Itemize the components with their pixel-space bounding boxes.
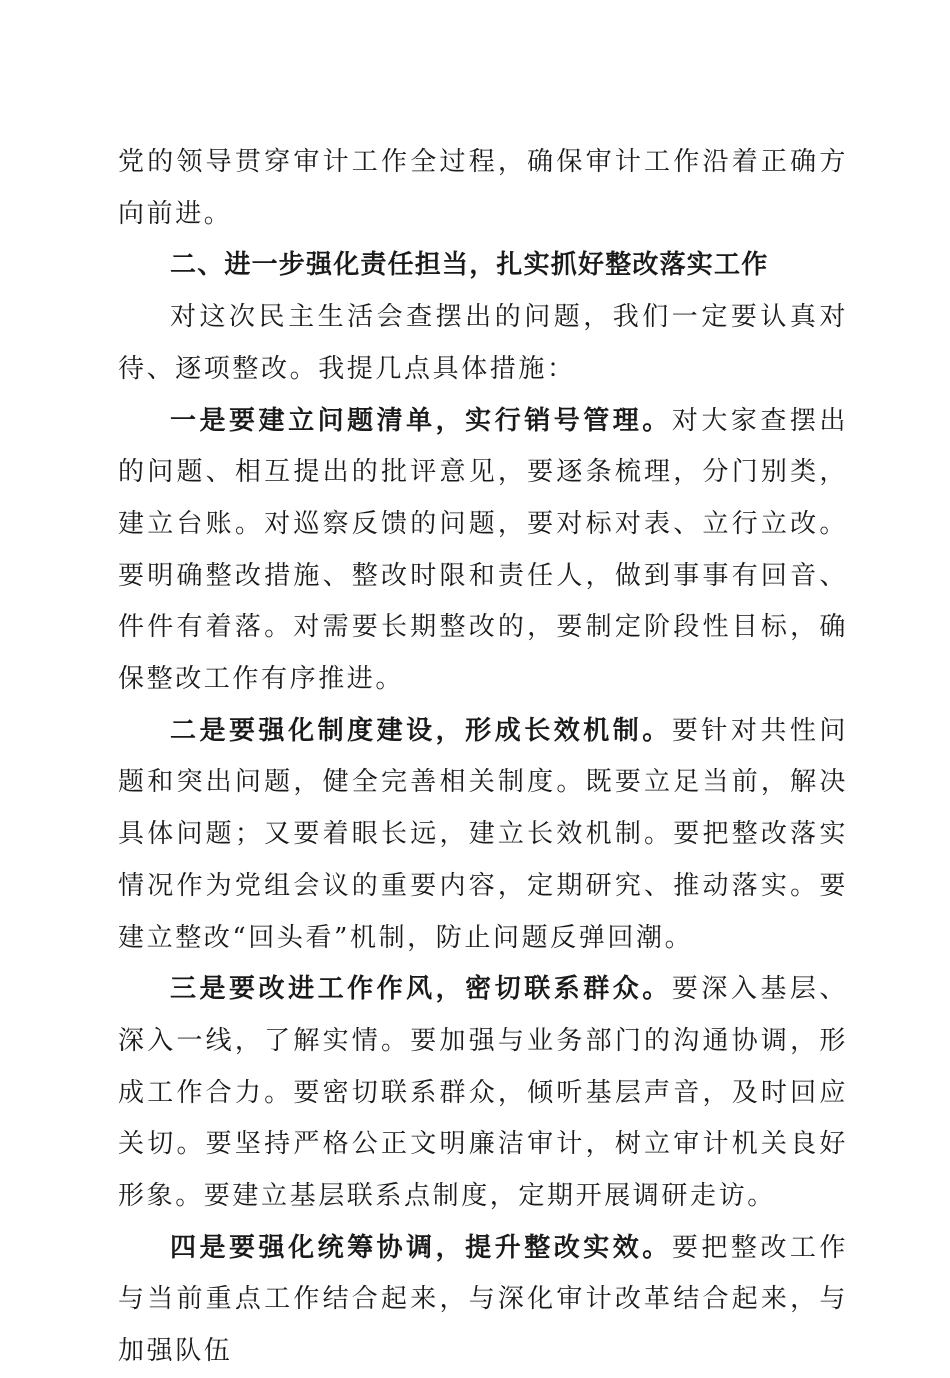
measure-lead: 四是要强化统筹协调，提升整改实效。: [170, 1232, 672, 1263]
measure-text: 对大家查摆出的问题、相互提出的批评意见，要逐条梳理，分门别类，建立台账。对巡察反馈的问题，要对标对表、立行立改。要明确整改措施、整改时限和责任人，做到事事有回音、件件有着落。对需要长期整改的，要制定阶段性目标，确保整改工作有序推进。: [118, 405, 849, 695]
document-body: [118, 137, 848, 1378]
paragraph-text: 党的领导贯穿审计工作全过程，确保审计工作沿着正确方向前进。: [118, 147, 848, 229]
heading-text: 二、进一步强化责任担当，扎实抓好整改落实工作: [170, 250, 769, 281]
measure-paragraph-2: [118, 706, 848, 965]
measure-lead: 一是要建立问题清单，实行销号管理。: [170, 405, 672, 436]
measure-paragraph-4: [118, 1223, 848, 1378]
measure-text: 要深入基层、深入一线，了解实情。要加强与业务部门的沟通协调，形成工作合力。要密切联系群众，倾听基层声音，及时回应关切。要坚持严格公正文明廉洁审计，树立审计机关良好形象。要建立基层联系点制度，定期开展调研走访。: [118, 974, 849, 1212]
measure-paragraph-3: [118, 964, 848, 1223]
measure-lead: 二是要强化制度建设，形成长效机制。: [170, 715, 672, 746]
measure-text: 要把整改工作与当前重点工作结合起来，与深化审计改革结合起来，与加强队伍: [118, 1232, 849, 1367]
measure-text: 要针对共性问题和突出问题，健全完善相关制度。既要立足当前，解决具体问题；又要着眼长远，建立长效机制。要把整改落实情况作为党组会议的重要内容，定期研究、推动落实。要建立整改“回头看”机制，防止问题反弹回潮。: [118, 715, 849, 953]
section-heading: [118, 240, 848, 292]
intro-paragraph: [118, 292, 848, 395]
paragraph-text: 对这次民主生活会查摆出的问题，我们一定要认真对待、逐项整改。我提几点具体措施：: [118, 302, 848, 384]
measure-paragraph-1: [118, 396, 848, 706]
measure-lead: 三是要改进工作作风，密切联系群众。: [170, 974, 672, 1005]
continuation-paragraph: [118, 137, 848, 240]
